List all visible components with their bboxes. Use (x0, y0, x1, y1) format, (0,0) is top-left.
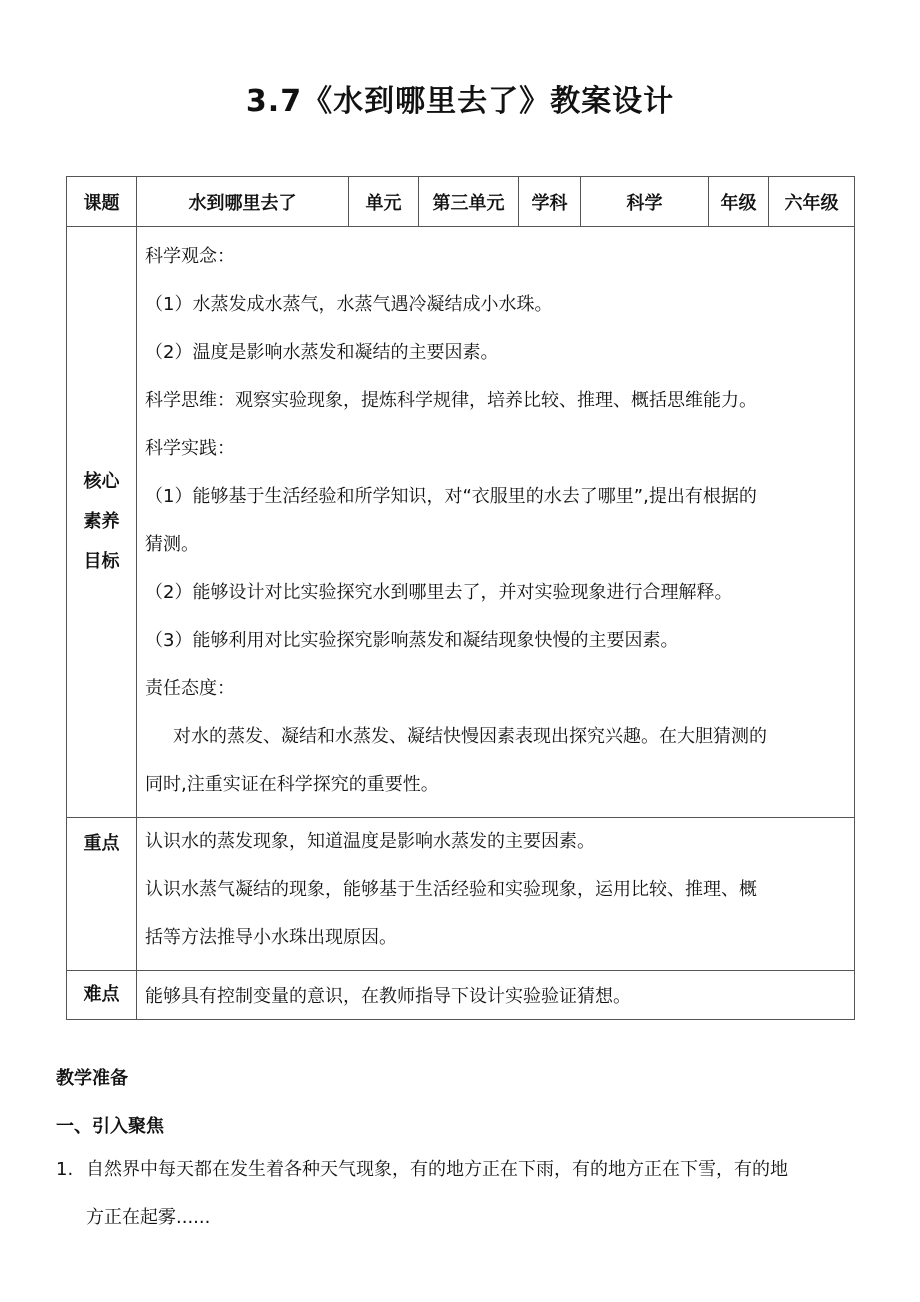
difficulty-label: 难点 (67, 971, 137, 1020)
key-point-line: 认识水蒸气凝结的现象，能够基于生活经验和实验现象，运用比较、推理、概 (145, 879, 757, 900)
key-points-content (137, 818, 855, 971)
key-points-label: 重点 (67, 818, 137, 971)
lesson-plan-table (66, 176, 855, 1020)
key-points-row (67, 818, 855, 971)
core-content (137, 227, 855, 818)
course-value: 水到哪里去了 (137, 177, 349, 227)
core-line: 责任态度： (145, 678, 235, 699)
core-label-line: 素养 (83, 511, 120, 532)
item1-number: 1. (56, 1159, 74, 1180)
core-label (67, 227, 137, 818)
key-point-line: 括等方法推导小水珠出现原因。 (145, 927, 397, 948)
core-line: 猜测。 (145, 534, 199, 555)
item1-line2: 方正在起雾...... (86, 1207, 211, 1228)
subject-value: 科学 (581, 177, 709, 227)
core-row (67, 227, 855, 818)
header-row (67, 177, 855, 227)
core-line: 同时,注重实证在科学探究的重要性。 (145, 774, 439, 795)
item1-line1 (56, 1146, 876, 1194)
prep-heading: 教学准备 (56, 1068, 128, 1089)
page-title: 3.7《水到哪里去了》教案设计 (245, 84, 675, 119)
course-label: 课题 (67, 177, 137, 227)
core-line: （1）能够基于生活经验和所学知识，对“衣服里的水去了哪里”,提出有根据的 (145, 486, 757, 507)
key-point-line: 认识水的蒸发现象，知道温度是影响水蒸发的主要因素。 (145, 831, 595, 852)
core-line: （1）水蒸发成水蒸气，水蒸气遇冷凝结成小水珠。 (145, 294, 553, 315)
item1 (56, 1146, 876, 1242)
difficulty-content: 能够具有控制变量的意识，在教师指导下设计实验验证猜想。 (137, 971, 855, 1020)
core-line: 科学实践： (145, 438, 235, 459)
core-label-line: 目标 (83, 551, 120, 572)
grade-label: 年级 (709, 177, 769, 227)
unit-value: 第三单元 (419, 177, 519, 227)
core-line: 科学思维：观察实验现象，提炼科学规律，培养比较、推理、概括思维能力。 (145, 390, 757, 411)
core-line: （2）能够设计对比实验探究水到哪里去了，并对实验现象进行合理解释。 (145, 582, 733, 603)
core-line: 对水的蒸发、凝结和水蒸发、凝结快慢因素表现出探究兴趣。在大胆猜测的 (173, 726, 767, 747)
core-label-line: 核心 (83, 471, 120, 492)
core-line: （2）温度是影响水蒸发和凝结的主要因素。 (145, 342, 499, 363)
section1-heading: 一、引入聚焦 (56, 1116, 164, 1137)
core-line: （3）能够利用对比实验探究影响蒸发和凝结现象快慢的主要因素。 (145, 630, 679, 651)
grade-value: 六年级 (769, 177, 855, 227)
unit-label: 单元 (349, 177, 419, 227)
core-line: 科学观念： (145, 246, 235, 267)
item1-text: 自然界中每天都在发生着各种天气现象，有的地方正在下雨，有的地方正在下雪，有的地 (86, 1159, 788, 1180)
subject-label: 学科 (519, 177, 581, 227)
difficulty-row (67, 971, 855, 1020)
